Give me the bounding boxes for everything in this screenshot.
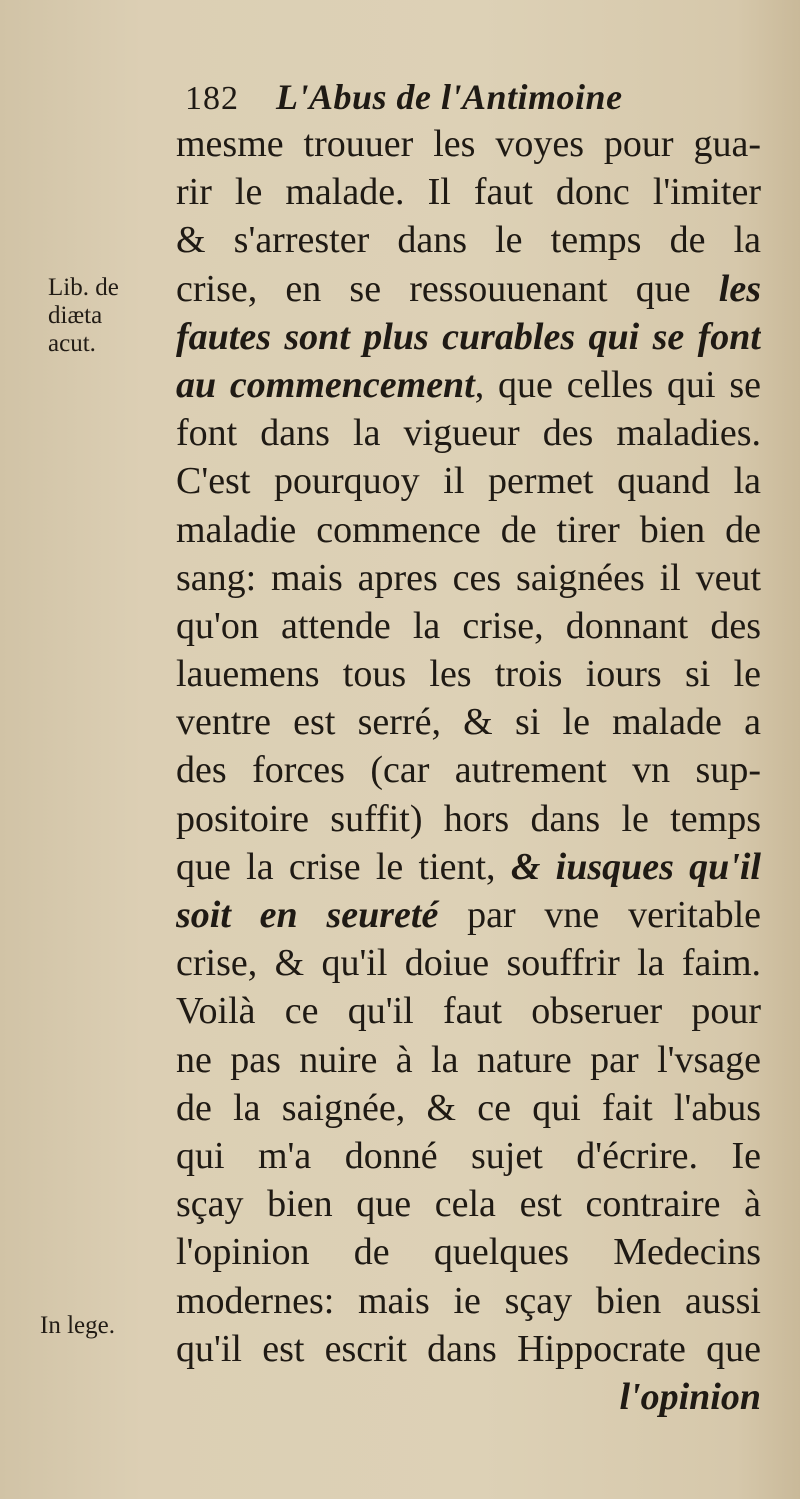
text-line [176, 361, 761, 409]
running-title: L'Abus de l'Antimoine [276, 77, 623, 117]
margin-note-line: acut. [48, 330, 96, 357]
text-line: ventre est serré, & si le malade a [176, 701, 761, 744]
text-line [176, 265, 761, 313]
text-line: & s'arrester dans le temps de la [176, 219, 761, 262]
text-run: que la crise le tient, [176, 845, 511, 888]
text-line: qu'on attende la crise, donnant des [176, 604, 761, 647]
text-run: par vne veritable [438, 894, 761, 936]
text-line: maladie commence de tirer bien de [176, 508, 761, 551]
text-run: , que celles qui se [474, 363, 761, 406]
text-block [176, 120, 761, 1421]
text-line: ne pas nuire à la nature par l'vsage [176, 1038, 761, 1081]
catchword: l'opinion [619, 1375, 761, 1418]
margin-note-line: diæta [48, 302, 103, 329]
text-line: des forces (car autrement vn sup- [176, 749, 761, 792]
text-line: sang: mais apres ces saignées il veut [176, 556, 761, 599]
text-line: crise, & qu'il doiue souffrir la faim. [176, 942, 761, 985]
text-line: C'est pourquoy il permet quand la [176, 460, 761, 503]
margin-note-line: Lib. de [48, 274, 119, 301]
text-line-italic: fautes sont plus curables qui se font [176, 315, 761, 358]
page-number: 182 [185, 80, 239, 117]
italic-run: au commencement [176, 363, 475, 406]
text-line: de la saignée, & ce qui fait l'abus [176, 1086, 761, 1129]
margin-note-in-lege: In lege. [40, 1312, 115, 1339]
text-line: qu'il est escrit dans Hippocrate que [176, 1327, 761, 1370]
text-line: rir le malade. Il faut donc l'imiter [176, 171, 761, 214]
text-line: l'opinion de quelques Medecins [176, 1231, 761, 1274]
text-run: crise, en se ressouuenant que [176, 267, 719, 310]
text-line: qui m'a donné sujet d'écrire. Ie [176, 1134, 761, 1177]
text-line: sçay bien que cela est contraire à [176, 1183, 761, 1226]
text-line: positoire suffit) hors dans le temps [176, 797, 761, 840]
text-line: modernes: mais ie sçay bien aussi [176, 1279, 761, 1322]
page-header [185, 72, 745, 122]
italic-run: soit en seureté [176, 894, 439, 936]
text-line: Voilà ce qu'il faut obseruer pour [176, 990, 761, 1033]
text-line: lauemens tous les trois iours si le [176, 653, 761, 696]
text-line [176, 891, 761, 939]
text-line: font dans la vigueur des maladies. [176, 412, 761, 455]
margin-note-reference [48, 274, 119, 358]
italic-run: les [718, 267, 761, 310]
text-line [176, 843, 761, 891]
italic-run: & iusques qu'il [510, 845, 761, 888]
text-line: mesme trouuer les voyes pour gua- [176, 123, 761, 165]
